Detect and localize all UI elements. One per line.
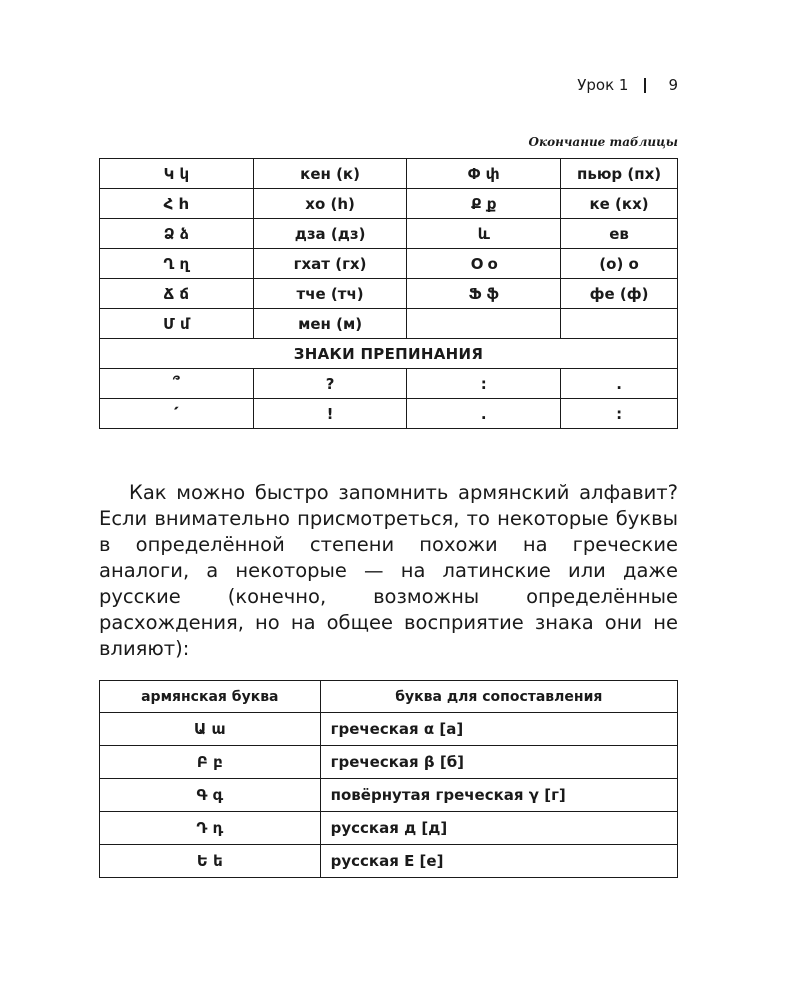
table-cell: Մ մ xyxy=(100,309,254,339)
running-head: Урок 1 xyxy=(577,76,629,94)
table-cell: . xyxy=(407,399,561,429)
table-cell: Դ դ xyxy=(100,812,321,845)
table-cell: ! xyxy=(253,399,407,429)
column-header: буква для сопоставления xyxy=(320,681,677,713)
table-cell: Ե ե xyxy=(100,845,321,878)
table-cell: ев xyxy=(561,219,678,249)
table-cell: . xyxy=(561,369,678,399)
table-cell: ՞ xyxy=(100,369,254,399)
table-cell: : xyxy=(407,369,561,399)
table-cell: греческая β [б] xyxy=(320,746,677,779)
table-caption: Окончание таблицы xyxy=(528,135,678,149)
table-row xyxy=(100,369,678,399)
table-cell: Հ h xyxy=(100,189,254,219)
alphabet-table xyxy=(99,158,678,429)
table-cell: кен (к) xyxy=(253,159,407,189)
table-cell: Փ փ xyxy=(407,159,561,189)
page-number: 9 xyxy=(668,76,678,94)
table-cell: Կ կ xyxy=(100,159,254,189)
table-row xyxy=(100,779,678,812)
comparison-table xyxy=(99,680,678,878)
table-cell: (о) о xyxy=(561,249,678,279)
table-cell: гхат (гх) xyxy=(253,249,407,279)
table-cell: և xyxy=(407,219,561,249)
table-row xyxy=(100,812,678,845)
table-cell: Ա ա xyxy=(100,713,321,746)
table-cell: Ք ք xyxy=(407,189,561,219)
punctuation-heading: ЗНАКИ ПРЕПИНАНИЯ xyxy=(100,339,678,369)
table-cell: русская Е [е] xyxy=(320,845,677,878)
table-cell: ՛ xyxy=(100,399,254,429)
table-cell: греческая α [а] xyxy=(320,713,677,746)
table-row xyxy=(100,219,678,249)
table-cell: русская д [д] xyxy=(320,812,677,845)
table-cell: фе (ф) xyxy=(561,279,678,309)
table-cell: повёрнутая греческая γ [г] xyxy=(320,779,677,812)
table-cell: : xyxy=(561,399,678,429)
table-header-row xyxy=(100,681,678,713)
table-row xyxy=(100,746,678,779)
table-cell xyxy=(407,309,561,339)
table-cell: пьюр (пх) xyxy=(561,159,678,189)
table-cell: Գ գ xyxy=(100,779,321,812)
table-cell: хо (h) xyxy=(253,189,407,219)
table-row xyxy=(100,159,678,189)
table-row xyxy=(100,189,678,219)
table-cell: Ղ ղ xyxy=(100,249,254,279)
table-cell xyxy=(561,309,678,339)
table-cell: Ճ ճ xyxy=(100,279,254,309)
table-cell: тче (тч) xyxy=(253,279,407,309)
table-cell: Բ բ xyxy=(100,746,321,779)
table-row xyxy=(100,713,678,746)
page-header xyxy=(530,74,678,96)
table-row xyxy=(100,845,678,878)
table-cell: дза (дз) xyxy=(253,219,407,249)
table-cell: Օ օ xyxy=(407,249,561,279)
table-row xyxy=(100,279,678,309)
section-row xyxy=(100,339,678,369)
table-cell: ке (кх) xyxy=(561,189,678,219)
table-cell: Ձ ձ xyxy=(100,219,254,249)
table-cell: ? xyxy=(253,369,407,399)
column-header: армянская буква xyxy=(100,681,321,713)
header-divider xyxy=(644,78,646,93)
table-cell: мен (м) xyxy=(253,309,407,339)
table-cell: Ֆ ֆ xyxy=(407,279,561,309)
body-paragraph: Как можно быстро запомнить армянский алфавит? Если внимательно присмотреться, то некоторые буквы в определённой степени похожи на греческие аналоги, а некоторые — на латинские или даже русские (конечно, возможны определённые расхождения, но на общее восприятие знака они не влияют): xyxy=(99,481,678,660)
table-row xyxy=(100,249,678,279)
table-row xyxy=(100,399,678,429)
table-row xyxy=(100,309,678,339)
